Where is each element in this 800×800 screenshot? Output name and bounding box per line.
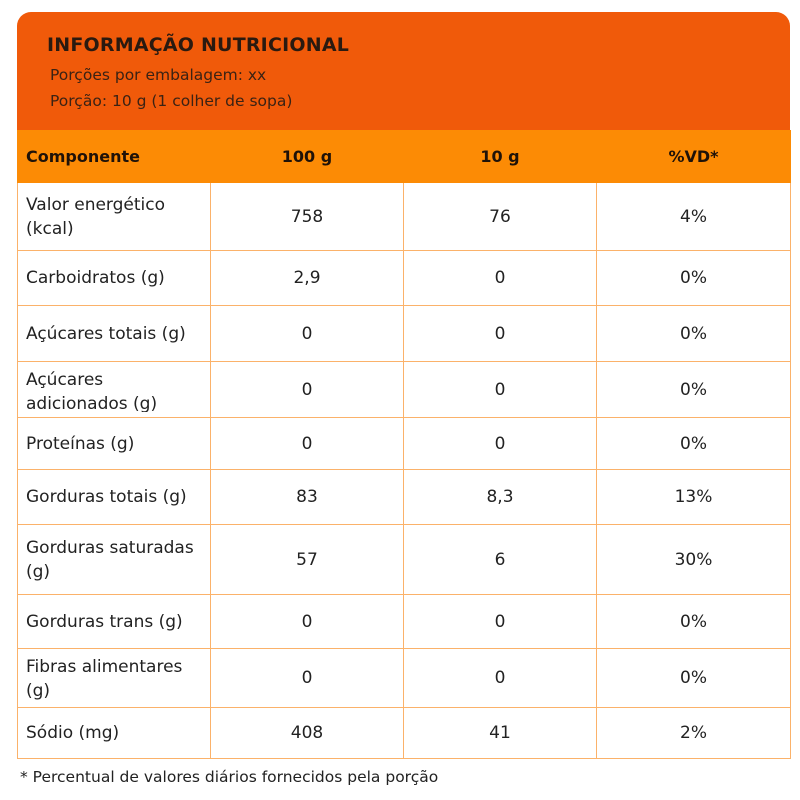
value-10g: 0 [404,306,597,362]
table-row [18,470,791,525]
value-100g: 758 [211,183,404,251]
value-100g: 83 [211,470,404,525]
value-10g: 8,3 [404,470,597,525]
table-row [18,708,791,759]
value-100g: 0 [211,649,404,708]
table-row [18,362,791,418]
value-10g: 0 [404,362,597,418]
value-vd: 4% [597,183,791,251]
value-10g: 0 [404,649,597,708]
nutrition-facts-card [17,12,790,758]
nutrition-header [17,12,790,130]
value-vd: 0% [597,306,791,362]
serving-size: Porção: 10 g (1 colher de sopa) [50,92,293,110]
nutrition-title: INFORMAÇÃO NUTRICIONAL [47,34,350,56]
value-100g: 0 [211,418,404,470]
component-label: Valor energético (kcal) [18,183,211,251]
table-row [18,251,791,306]
value-10g: 0 [404,251,597,306]
component-label-cell [18,362,211,418]
value-vd: 2% [597,708,791,759]
component-label: Gorduras saturadas (g) [18,525,211,595]
table-row [18,306,791,362]
table-row [18,183,791,251]
value-10g: 41 [404,708,597,759]
footnote: * Percentual de valores diários fornecidos pela porção [20,768,439,786]
component-label-cell [18,649,211,708]
table-row [18,418,791,470]
table-header-row [18,131,791,183]
component-label: Proteínas (g) [18,418,211,470]
column-header-10g: 10 g [404,131,597,183]
value-vd: 0% [597,595,791,649]
value-10g: 0 [404,595,597,649]
value-100g: 2,9 [211,251,404,306]
table-row [18,525,791,595]
value-vd: 0% [597,251,791,306]
component-label: Fibras alimentares (g) [26,657,183,701]
value-vd: 30% [597,525,791,595]
value-10g: 76 [404,183,597,251]
value-100g: 0 [211,362,404,418]
value-vd: 0% [597,362,791,418]
component-label: Carboidratos (g) [18,251,211,306]
component-label: Açúcares adicionados (g) [26,369,158,412]
column-header-component: Componente [18,131,211,183]
column-header-100g: 100 g [211,131,404,183]
table-row [18,595,791,649]
value-100g: 57 [211,525,404,595]
value-vd: 0% [597,649,791,708]
column-header-vd: %VD* [597,131,791,183]
component-label: Gorduras trans (g) [18,595,211,649]
servings-per-package: Porções por embalagem: xx [50,66,267,84]
value-vd: 0% [597,418,791,470]
table-row [18,649,791,708]
value-100g: 0 [211,595,404,649]
value-vd: 13% [597,470,791,525]
component-label: Sódio (mg) [18,708,211,759]
value-10g: 6 [404,525,597,595]
value-10g: 0 [404,418,597,470]
nutrition-table [17,130,791,759]
value-100g: 0 [211,306,404,362]
component-label: Açúcares totais (g) [18,306,211,362]
component-label: Gorduras totais (g) [18,470,211,525]
value-100g: 408 [211,708,404,759]
